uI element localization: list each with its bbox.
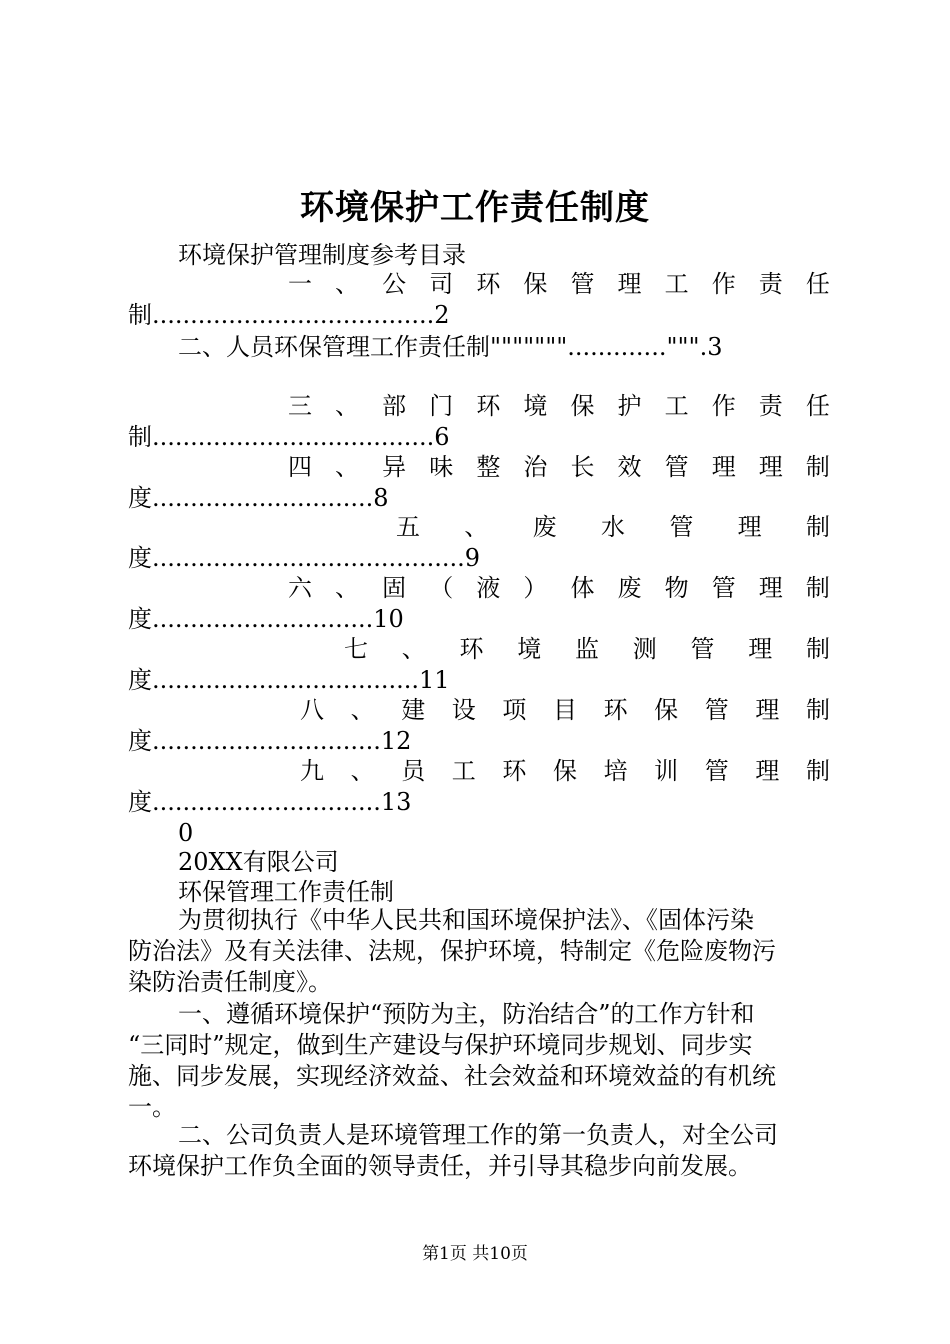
toc-entry-5-char: 、 — [464, 513, 489, 541]
paragraph-2-line-4: 一。 — [128, 1093, 176, 1121]
toc-entry-5-char: 理 — [737, 513, 762, 541]
toc-entry-3-char: 护 — [617, 392, 642, 420]
toc-entry-5-char: 水 — [600, 513, 625, 541]
toc-entry-1-char: 环 — [476, 270, 501, 298]
toc-entry-6-char: 体 — [570, 574, 595, 602]
toc-entry-1-char: 一 — [288, 270, 312, 298]
toc-entry-6-char: 制 — [805, 574, 830, 602]
toc-entry-3-tail: 制.....................................6 — [128, 423, 450, 451]
toc-entry-6-head — [288, 572, 830, 604]
paragraph-2-line-1: 一、遵循环境保护“预防为主，防治结合”的工作方针和 — [178, 1000, 755, 1028]
toc-entry-9-char: 培 — [603, 757, 628, 785]
toc-entry-1-char: 公 — [382, 270, 407, 298]
toc-entry-9-char: 制 — [805, 757, 830, 785]
toc-entry-4-char: 理 — [711, 453, 736, 481]
paragraph-1-line-1: 为贯彻执行《中华人民共和国环境保护法》、《固体污染 — [178, 906, 754, 934]
toc-entry-1-char: 管 — [570, 270, 595, 298]
toc-entry-7-char: 监 — [575, 635, 599, 663]
toc-entry-3-char: 三 — [288, 392, 312, 420]
toc-entry-1-char: 责 — [758, 270, 783, 298]
toc-entry-4-tail: 度.............................8 — [128, 484, 389, 512]
toc-entry-1-tail: 制.....................................2 — [128, 301, 450, 329]
toc-entry-1-head — [288, 268, 830, 300]
toc-entry-3-char: 、 — [335, 392, 360, 420]
toc-entry-4-char: 四 — [288, 453, 312, 481]
toc-entry-6-char: 六 — [288, 574, 312, 602]
paragraph-2 — [128, 999, 830, 1123]
toc-entry-9-tail: 度..............................13 — [128, 788, 412, 816]
toc-entry-8-char: 环 — [603, 696, 628, 724]
toc-entry-9-char: 工 — [451, 757, 476, 785]
toc-entry-7-char: 管 — [690, 635, 715, 663]
toc-entry-9-char: 管 — [704, 757, 729, 785]
toc-entry-5-char: 制 — [805, 513, 830, 541]
toc-trailing-number: 0 — [178, 819, 194, 847]
toc-entry-8-char: 建 — [401, 696, 426, 724]
toc-entry-4-char: 异 — [382, 453, 407, 481]
toc-entry-3-char: 作 — [711, 392, 736, 420]
toc-entry-3-char: 工 — [664, 392, 689, 420]
toc-entry-7-char: 制 — [806, 635, 830, 663]
paragraph-3-line-1: 二、公司负责人是环境管理工作的第一负责人，对全公司 — [178, 1121, 778, 1149]
toc-entry-8-char: 理 — [755, 696, 780, 724]
toc-entry-6-char: （ — [429, 574, 454, 602]
section-title: 环保管理工作责任制 — [178, 878, 394, 906]
toc-entry-7-char: 测 — [632, 635, 657, 663]
toc-entry-6-char: 、 — [335, 574, 360, 602]
toc-entry-5-head — [396, 511, 830, 543]
toc-entry-4-char: 整 — [476, 453, 501, 481]
toc-entry-1-char: 任 — [805, 270, 830, 298]
toc-entry-7-char: 七 — [344, 635, 368, 663]
toc-entry-9-char: 理 — [755, 757, 780, 785]
toc-entry-4-char: 长 — [570, 453, 595, 481]
toc-entry-6-char: ） — [523, 574, 548, 602]
toc-entry-7-char: 境 — [517, 635, 542, 663]
toc-entry-8-char: 、 — [350, 696, 375, 724]
paragraph-1-line-3: 染防治责任制度》。 — [128, 968, 332, 996]
toc-entry-9-head — [300, 755, 830, 787]
toc-entry-6-tail: 度.............................10 — [128, 605, 404, 633]
toc-entry-8-char: 管 — [704, 696, 729, 724]
toc-entry-3-head — [288, 390, 830, 422]
toc-entry-1-char: 保 — [523, 270, 548, 298]
toc-entry-3-char: 门 — [429, 392, 454, 420]
toc-entry-9-char: 环 — [502, 757, 527, 785]
toc-entry-8-char: 目 — [552, 696, 577, 724]
toc-entry-7-tail: 度...................................11 — [128, 666, 450, 694]
toc-entry-6-char: 液 — [476, 574, 501, 602]
toc-entry-8-char: 项 — [502, 696, 527, 724]
toc-entry-1-char: 司 — [429, 270, 454, 298]
toc-entry-4-char: 管 — [664, 453, 689, 481]
toc-entry-5-char: 废 — [532, 513, 557, 541]
paragraph-1-line-2: 防治法》及有关法律、法规，保护环境，特制定《危险废物污 — [128, 937, 776, 965]
toc-entry-1-char: 作 — [711, 270, 736, 298]
toc-entry-5-char: 管 — [669, 513, 694, 541]
toc-entry-8-head — [300, 694, 830, 726]
toc-entry-6-char: 固 — [382, 574, 407, 602]
toc-entry-3-char: 部 — [382, 392, 407, 420]
toc-entry-3-char: 环 — [476, 392, 501, 420]
toc-entry-1-char: 理 — [617, 270, 642, 298]
document-title: 环境保护工作责任制度 — [300, 188, 650, 228]
toc-entry-4-char: 、 — [335, 453, 360, 481]
toc-entry-4-char: 效 — [617, 453, 642, 481]
toc-entry-7-char: 、 — [401, 635, 426, 663]
toc-entry-8-char: 制 — [805, 696, 830, 724]
toc-entry-7-char: 环 — [459, 635, 484, 663]
toc-entry-3-char: 保 — [570, 392, 595, 420]
toc-entry-5-tail: 度.........................................9 — [128, 544, 481, 572]
toc-entry-6-char: 理 — [758, 574, 783, 602]
toc-entry-6-char: 物 — [664, 574, 689, 602]
toc-entry-4-char: 制 — [805, 453, 830, 481]
paragraph-3-line-2: 环境保护工作负全面的领导责任，并引导其稳步向前发展。 — [128, 1152, 752, 1180]
toc-entry-9-char: 九 — [300, 757, 324, 785]
toc-entry-9-char: 员 — [401, 757, 426, 785]
toc-entry-9-char: 训 — [654, 757, 679, 785]
page-footer: 第1页 共10页 — [422, 1244, 528, 1264]
toc-entry-4-char: 治 — [523, 453, 548, 481]
toc-entry-8-char: 八 — [300, 696, 324, 724]
toc-entry-2: 二、人员环保管理工作责任制""""""".............""".3 — [178, 333, 723, 361]
toc-entry-1-char: 工 — [664, 270, 689, 298]
paragraph-3 — [128, 1120, 830, 1182]
toc-entry-9-char: 、 — [350, 757, 375, 785]
toc-entry-3-char: 境 — [523, 392, 548, 420]
toc-entry-8-char: 设 — [451, 696, 476, 724]
company-name: 20XX有限公司 — [178, 848, 339, 876]
toc-entry-4-char: 理 — [758, 453, 783, 481]
toc-entry-5-char: 五 — [396, 513, 420, 541]
toc-entry-4-char: 味 — [429, 453, 454, 481]
toc-entry-1-char: 、 — [335, 270, 360, 298]
toc-entry-7-head — [344, 633, 830, 665]
toc-entry-6-char: 管 — [711, 574, 736, 602]
toc-entry-8-char: 保 — [654, 696, 679, 724]
toc-entry-3-char: 任 — [805, 392, 830, 420]
paragraph-2-line-2: “三同时”规定，做到生产建设与保护环境同步规划、同步实 — [128, 1031, 753, 1059]
toc-entry-4-head — [288, 451, 830, 483]
toc-entry-9-char: 保 — [552, 757, 577, 785]
toc-entry-8-tail: 度..............................12 — [128, 727, 412, 755]
toc-entry-7-char: 理 — [748, 635, 773, 663]
paragraph-2-line-3: 施、同步发展，实现经济效益、社会效益和环境效益的有机统 — [128, 1062, 776, 1090]
toc-heading: 环境保护管理制度参考目录 — [178, 241, 466, 269]
paragraph-1 — [128, 905, 830, 998]
toc-entry-3-char: 责 — [758, 392, 783, 420]
toc-entry-6-char: 废 — [617, 574, 642, 602]
